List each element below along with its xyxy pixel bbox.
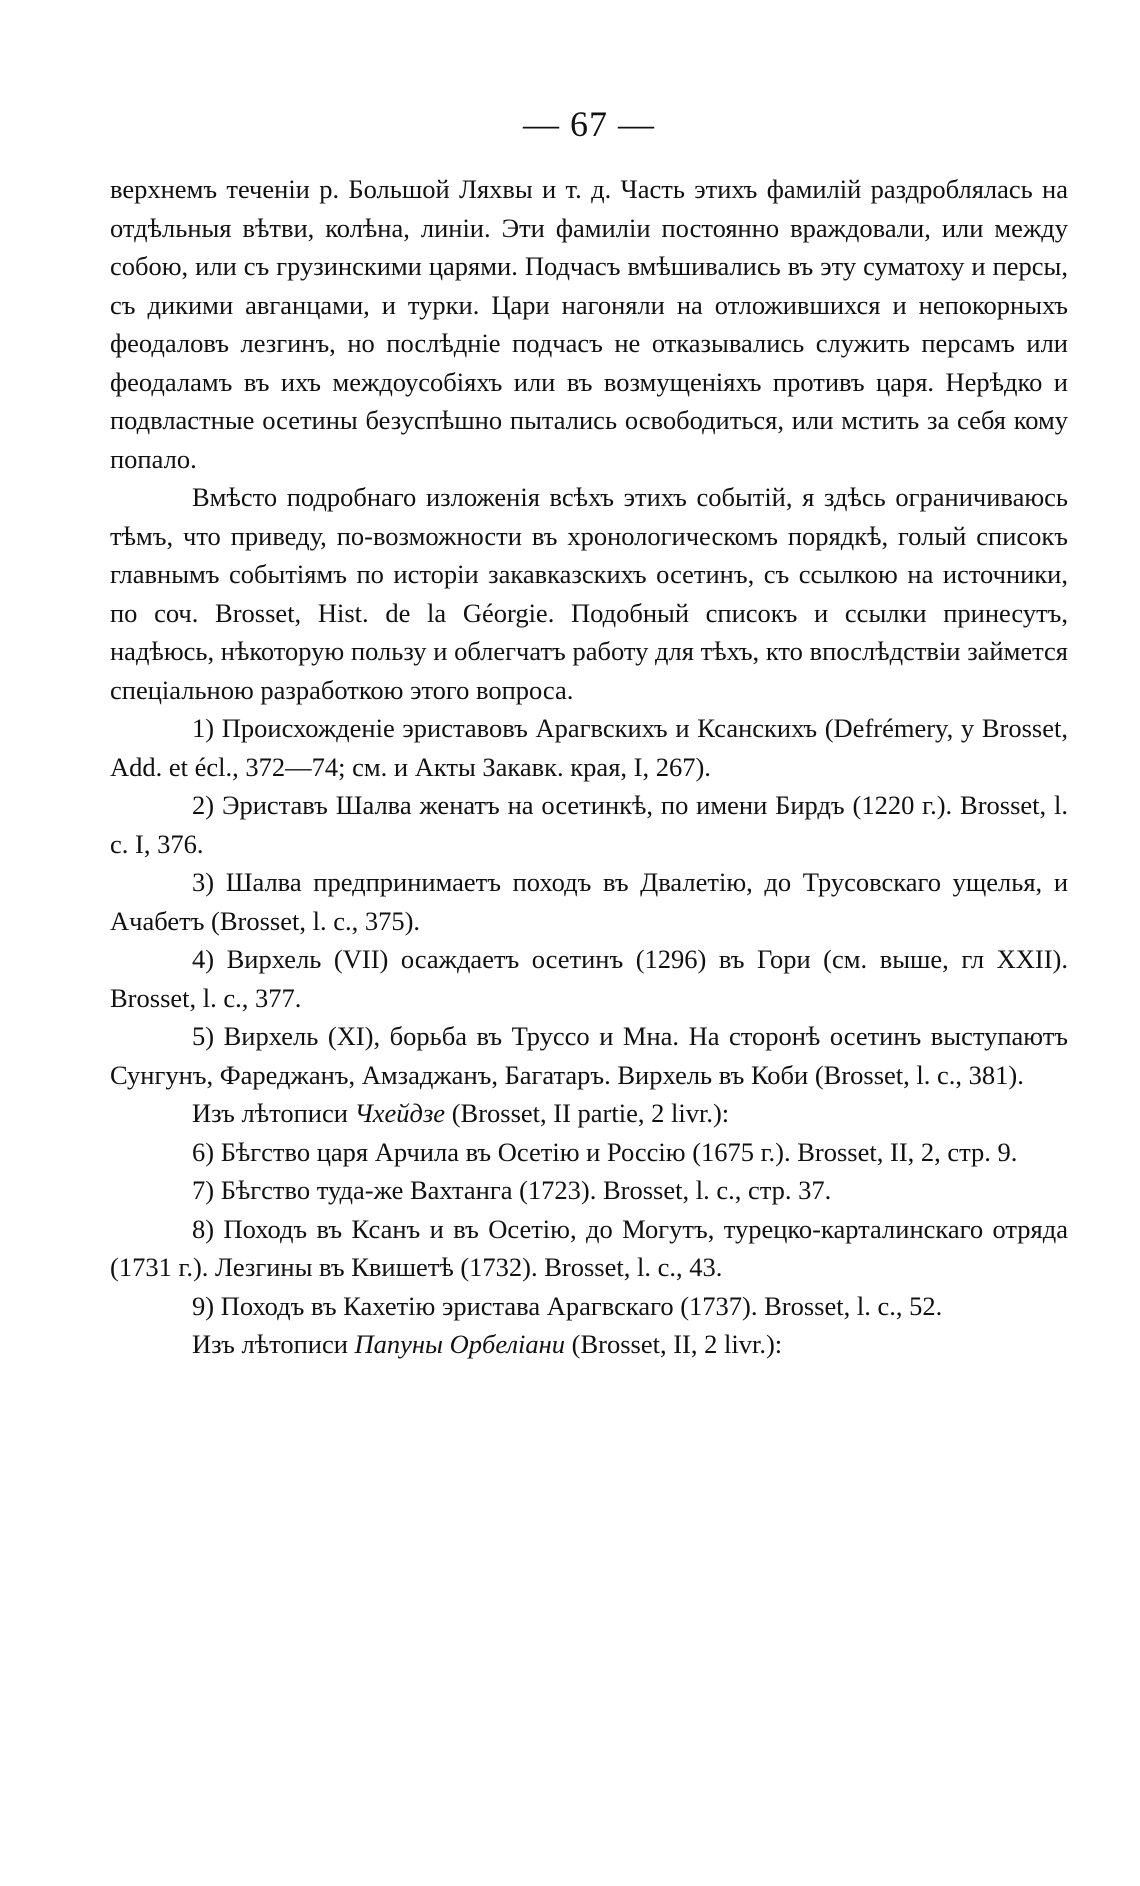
document-page (110, 100, 1068, 1364)
list-item-8: 8) Походъ въ Ксанъ и въ Осетію, до Могутъ, турецко-карталинскаго отряда (1731 г.). Лезгины въ Квишетѣ (1732). Brosset, l. c., 43. (110, 1213, 1068, 1282)
list-item-1: 1) Происхожденіе эриставовъ Арагвскихъ и Ксанскихъ (Defrémery, у Brosset, Add. et écl., 372—74; см. и Акты Закавк. края, I, 267). (110, 713, 1068, 782)
list-item-5: 5) Вирхель (XI), борьба въ Труссо и Мна. На сторонѣ осетинъ выступаютъ Сунгунъ, Фареджанъ, Амзаджанъ, Багатаръ. Вирхель въ Коби (Brosset, l. c., 381). (110, 1021, 1068, 1090)
chronicle-prefix: Изъ лѣтописи (192, 1098, 355, 1128)
list-item-6: 6) Бѣгство царя Арчила въ Осетію и Россію (1675 г.). Brosset, II, 2, стр. 9. (192, 1136, 1018, 1167)
chronicle-heading-orbeliani (110, 1325, 1068, 1364)
list-item-9: 9) Походъ въ Кахетію эристава Арагвскаго (1737). Brosset, l. c., 52. (192, 1290, 943, 1321)
list-item-7: 7) Бѣгство туда-же Вахтанга (1723). Brosset, l. c., стр. 37. (192, 1175, 832, 1205)
list-item-3: 3) Шалва предпринимаетъ походъ въ Двалетію, до Трусовскаго ущелья, и Ачабетъ (Brosset, l. c., 375). (110, 867, 1068, 936)
paragraph-1: верхнемъ теченіи р. Большой Ляхвы и т. д. Часть этихъ фамилій раздроблялась на отдѣльныя вѣтви, колѣна, линіи. Эти фамиліи постоянно враждовали, или между собою, или съ грузинскими царями. Подчасъ вмѣшивались въ эту суматоху и персы, съ дикими авганцами, и турки. Цари нагоняли на отложившихся и непокорныхъ феодаловъ лезгинъ, но послѣдніе подчасъ не отказывались служить персамъ или феодаламъ въ ихъ междоусобіяхъ или въ возмущеніяхъ противъ царя. Нерѣдко и подвластные осетины безуспѣшно пытались освободиться, или мстить за себя кому попало. (110, 174, 1068, 474)
chronicle-prefix: Изъ лѣтописи (192, 1329, 355, 1359)
chronicle-author: Чхейдзе (354, 1098, 446, 1128)
list-item-4: 4) Вирхель (VII) осаждаетъ осетинъ (1296) въ Гори (см. выше, гл XXII). Brosset, l. c., 377. (110, 944, 1068, 1013)
page-number: — 67 — (523, 104, 655, 144)
chronicle-source: (Brosset, II, 2 livr.): (565, 1329, 783, 1359)
chronicle-source: (Brosset, II partie, 2 livr.): (445, 1098, 730, 1128)
paragraph-2: Вмѣсто подробнаго изложенія всѣхъ этихъ событій, я здѣсь ограничиваюсь тѣмъ, что приведу, по-возможности въ хронологическомъ порядкѣ, голый списокъ главнымъ событіямъ по исторіи закавказскихъ осетинъ, съ ссылкою на источники, по соч. Brosset, Hist. de la Géorgie. Подобный списокъ и ссылки принесутъ, надѣюсь, нѣкоторую пользу и облегчатъ работу для тѣхъ, кто впослѣдствіи займется спеціальною разработкою этого вопроса. (110, 482, 1068, 705)
chronicle-author: Папуны Орбеліани (354, 1329, 566, 1359)
list-item-2: 2) Эриставъ Шалва женатъ на осетинкѣ, по имени Бирдъ (1220 г.). Brosset, l. c. I, 376. (110, 790, 1068, 859)
chronicle-heading-chkheidze (110, 1094, 1068, 1133)
